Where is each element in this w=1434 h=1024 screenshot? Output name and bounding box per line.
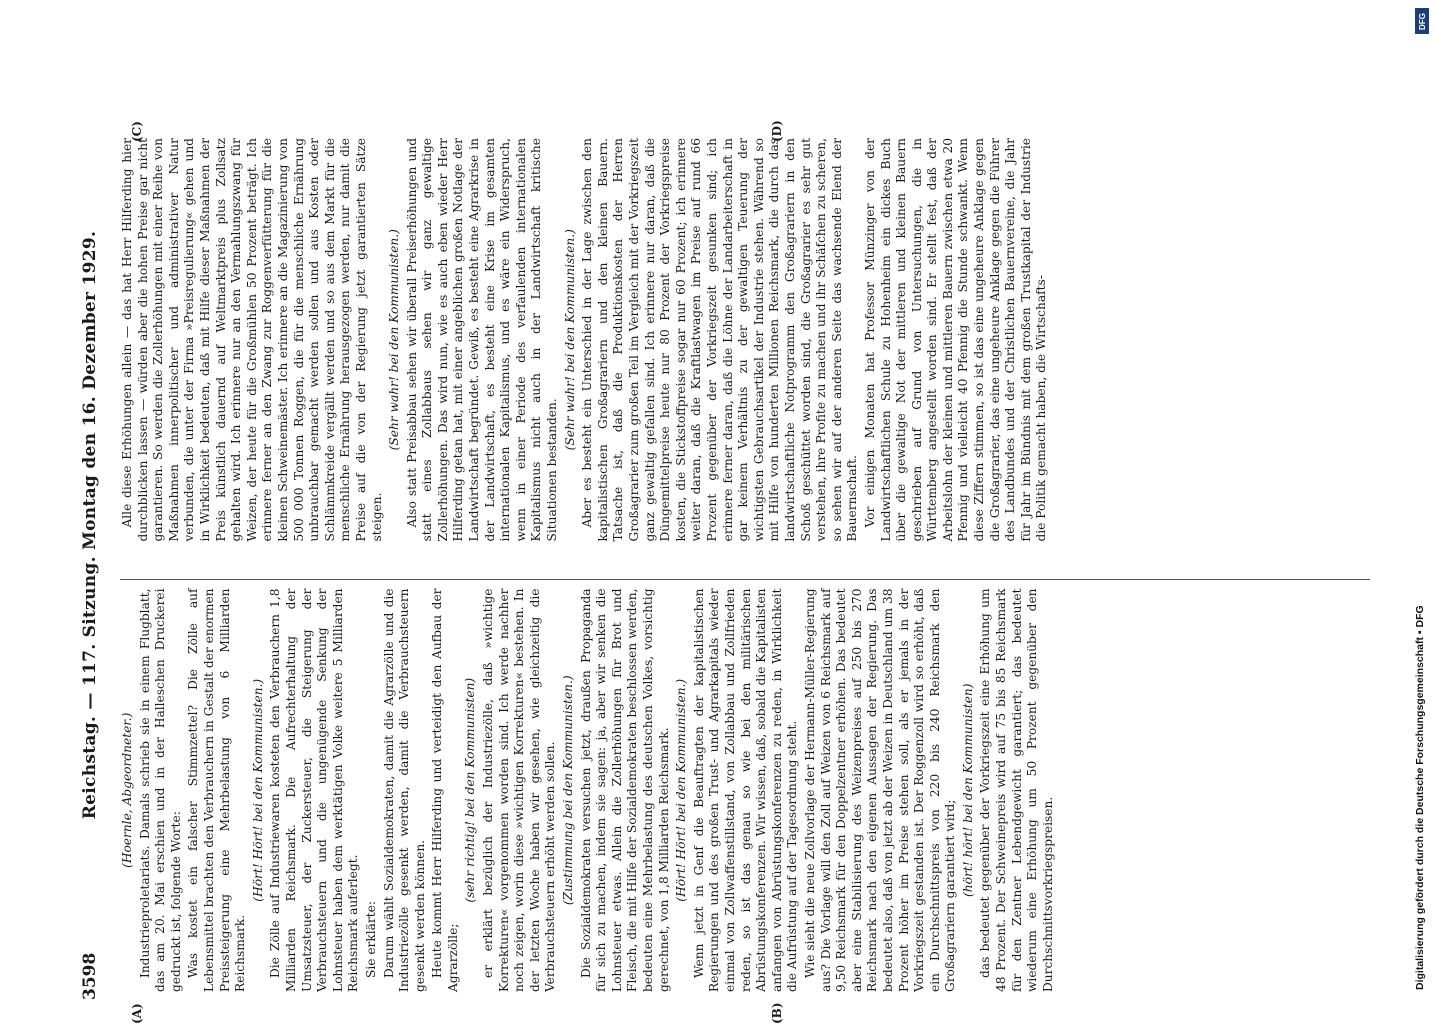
page-number: 3598 [80,920,100,1000]
left-column-paragraph: Die Sozialdemokraten versuchen jetzt, draußen Propaganda für sich zu machen, indem sie sagen: ja, aber wir senken die Lohnsteuer etwas. Allein die Zollerhöhungen für Brot und Fleisch, die mit Hilfe der Sozialdemokraten beschlossen werden, bedeuten eine Mehrbelastung des deutschen Volkes, vorsichtig gerechnet, von 1,8 Milliarden Reichsmark. [579,588,673,992]
column-divider [120,550,1370,581]
left-column-paragraph: (Hört! Hört! bei den Kommunisten.) [674,588,690,992]
left-column-paragraph: er erklärt bezüglich der Industriezölle, daß »wichtige Korrekturen« vorgenommen worden sind. Ich werde nachher noch zeigen, worin diese »wichtigen Korrekturen« bestehen. In der letzten Woche haben wir gesehen, wie gleichzeitig die Verbrauchsteuern erhöht werden sollen. [481,588,559,992]
right-column-paragraph: Also statt Preisabbau sehen wir überall Preiserhöhungen und statt eines Zollabbaus sehen wir ganz gewaltige Zollerhöhungen. Das wird nun, wie es auch eben wieder Herr Hilferding getan hat, mit einer angeblichen großen Notlage der Landwirtschaft begründet. Gewiß, es besteht eine Agrarkrise in der Landwirtschaft, es besteht eine Krise im gesamten internationalen Kapitalismus, und es wäre ein Widerspruch, wenn in einer Periode des verfaulenden internationalen Kapitalismus nicht auch in der Landwirtschaft kritische Situationen bestanden. [405,138,561,542]
left-column-paragraph: Heute kommt Herr Hilferding und verteidigt den Aufbau der Agrarzölle; [430,588,461,992]
left-column-paragraph: Die Zölle auf Industriewaren kosteten den Verbrauchern 1,8 Milliarden Reichsmark. Die Aufrechterhaltung der Umsatzsteuer, der Zuckersteuer, die Steigerung der Verbrauchsteuern und die ungenügende Senkung der Lohnsteuer haben dem werktätigen Volke weitere 5 Milliarden Reichsmark auferlegt. [268,588,362,992]
digitization-credit: Digitalisierung gefördert durch die Deutsche Forschungsgemeinschaft ▪ DFG [1414,605,1426,990]
text-columns [120,130,1370,1000]
document-page [80,130,1380,1000]
margin-marker-c: (C) [130,121,144,142]
digitization-sidebar [1410,0,1432,1000]
dfg-logo-badge: DFG [1415,8,1429,34]
running-head: Reichstag. — 117. Sitzung. Montag den 16. Dezember 1929. [80,130,100,920]
right-column-paragraph: (Sehr wahr! bei den Kommunisten.) [387,138,403,542]
right-column-paragraph: Alle diese Erhöhungen allein — das hat Herr Hilferding hier durchblicken lassen — würden aber die hohen Preise gar nicht garantieren. So werden die Zollerhöhungen mit einer Reihe von Maßnahmen innerpolitischer und administrativer Natur verbunden, die unter der Firma »Preisregulierung« gehen und in Wirklichkeit bedeuten, daß mit Hilfe dieser Maßnahmen der Preis künstlich dauernd auf Weltmarktpreis plus Zollsatz gehalten wird. Ich erinnere nur an den Vermahlungszwang für Weizen, der heute für die Großmühlen 50 Prozent beträgt. Ich erinnere ferner an den Zwang zur Roggenverfütterung für die kleinen Schweinemäster. Ich erinnere an die Magazinierung von 500 000 Tonnen Roggen, die für die menschliche Ernährung unbrauchbar gemacht werden sollen und aus Kosten oder Schlämmkreide vergällt werden und so aus dem Markt für die menschliche Ernährung herausgezogen werden, nur damit die Preise auf die von der Regierung jetzt garantierten Sätze steigen. [120,138,385,542]
right-column-paragraph: Vor einigen Monaten hat Professor Münzinger von der Landwirtschaftlichen Schule zu Hohenheim ein dickes Buch über die gewaltige Not der mittleren und kleinen Bauern geschrieben auf Grund von Untersuchungen, die in Württemberg angestellt worden sind. Er stellt fest, daß der Arbeitslohn der kleinen und mittleren Bauern zwischen etwa 20 Pfennig und vielleicht 40 Pfennig die Stunde schwankt. Wenn diese Ziffern stimmen, so ist das eine ungeheure Anklage gegen die Großagrarier, das eine ungeheure Anklage gegen die Führer des Landbundes und der Christlichen Bauernvereine, die Jahr für Jahr im Bündnis mit dem großen Trustkapital der Industrie die Politik gemacht haben, die Wirtschafts- [863,138,1050,542]
left-column-paragraph: Industrieproletariats. Damals schrieb sie in einem Flugblatt, das am 20. Mai erschien und in der Halleschen Druckerei gedruckt ist, folgende Worte: [138,588,185,992]
left-column-paragraph: (hört! hört! bei den Kommunisten) [961,588,977,992]
left-column-paragraph: Darum wählt Sozialdemokraten, damit die Agrarzölle und die Industriezölle gesenkt werden, damit die Verbrauchsteuern gesenkt werden können. [382,588,429,992]
margin-marker-d: (D) [770,120,784,142]
left-column-paragraph: Was kostet ein falscher Stimmzettel? Die Zölle auf Lebensmittel brachten den Verbrauchern in Gestalt der enormen Preissteigerung eine Mehrbelastung von 6 Milliarden Reichsmark. [186,588,248,992]
left-column [120,580,1370,1000]
left-column-paragraph: Wenn jetzt in Genf die Beauftragten der kapitalistischen Regierungen und des großen Trust- und Agrarkapitals wieder einmal von Zollwaffenstillstand, von Zollabbau und Zollfrieden reden, so ist das genau so wie bei den militärischen Abrüstungskonferenzen. Wir wissen, daß, sobald die Kapitalisten anfangen von Abrüstungskonferenzen zu reden, in Wirklichkeit die Aufrüstung auf der Tagesordnung steht. [692,588,801,992]
left-column-paragraph: (Hört! Hört! bei den Kommunisten.) [251,588,267,992]
right-column-paragraph: Aber es besteht ein Unterschied in der Lage zwischen den kapitalistischen Großagrariern und den kleinen Bauern. Tatsache ist, daß die Produktionskosten der Herren Großagrarier zum großen Teil im Vergleich mit der Vorkriegszeit ganz gewaltig gefallen sind. Ich erinnere nur daran, daß die Düngemittelpreise heute nur 80 Prozent der Vorkriegspreise kosten, die Stickstoffpreise sogar nur 60 Prozent; ich erinnere weiter daran, daß die Kraftlastwagen im Preise auf rund 66 Prozent gegenüber der Vorkriegszeit gesunken sind; ich erinnere ferner daran, daß die Löhne der Landarbeiterschaft in gar keinem Verhältnis zu der gewaltigen Teuerung der wichtigsten Gebrauchsartikel der Industrie stehen. Während so mit Hilfe von hunderten Millionen Reichsmark, die durch das landwirtschaftliche Notprogramm den Großagrariern in den Schoß geschüttet worden sind, die Großagrarier es sehr gut verstehen, ihre Profite zu machen und ihr Schäfchen zu scheren, so sehen wir auf der anderen Seite das wachsende Elend der Bauernschaft. [580,138,861,542]
left-column-paragraph: Wie sieht die neue Zollvorlage der Hermann-Müller-Regierung aus? Die Vorlage will den Zoll auf Weizen von 6 Reichsmark auf 9,50 Reichsmark für den Doppelzentner erhöhen. Das bedeutet aber eine Stabilisierung des Weizenpreises auf 250 bis 270 Reichsmark nach den eigenen Aussagen der Regierung. Das bedeutet also, daß von jetzt ab der Weizen in Deutschland um 38 Prozent höher im Preise stehen soll, als er jemals in der Vorkriegszeit gestanden ist. Der Roggenzoll wird so erhöht, daß ein Durchschnittspreis von 220 bis 240 Reichsmark den Großagrariern garantiert wird; [803,588,959,992]
left-column-paragraph: (Hoernle, Abgeordneter.) [120,588,136,992]
page-header [80,130,114,1000]
margin-marker-a: (A) [130,1003,144,1024]
right-column-paragraph: (Sehr wahr! bei den Kommunisten.) [563,138,579,542]
margin-marker-b: (B) [770,1003,784,1024]
left-column-paragraph: das bedeutet gegenüber der Vorkriegszeit eine Erhöhung um 48 Prozent. Der Schweinepreis wird auf 75 bis 85 Reichsmark für den Zentner Lebendgewicht garantiert; das bedeutet wiederum eine Erhöhung um 50 Prozent gegenüber den Durchschnittsvorkriegspreisen. [978,588,1056,992]
right-column [120,130,1370,550]
left-column-paragraph: Sie erklärte: [364,588,380,992]
left-column-paragraph: (sehr richtig! bei den Kommunisten) [463,588,479,992]
left-column-paragraph: (Zustimmung bei den Kommunisten.) [561,588,577,992]
